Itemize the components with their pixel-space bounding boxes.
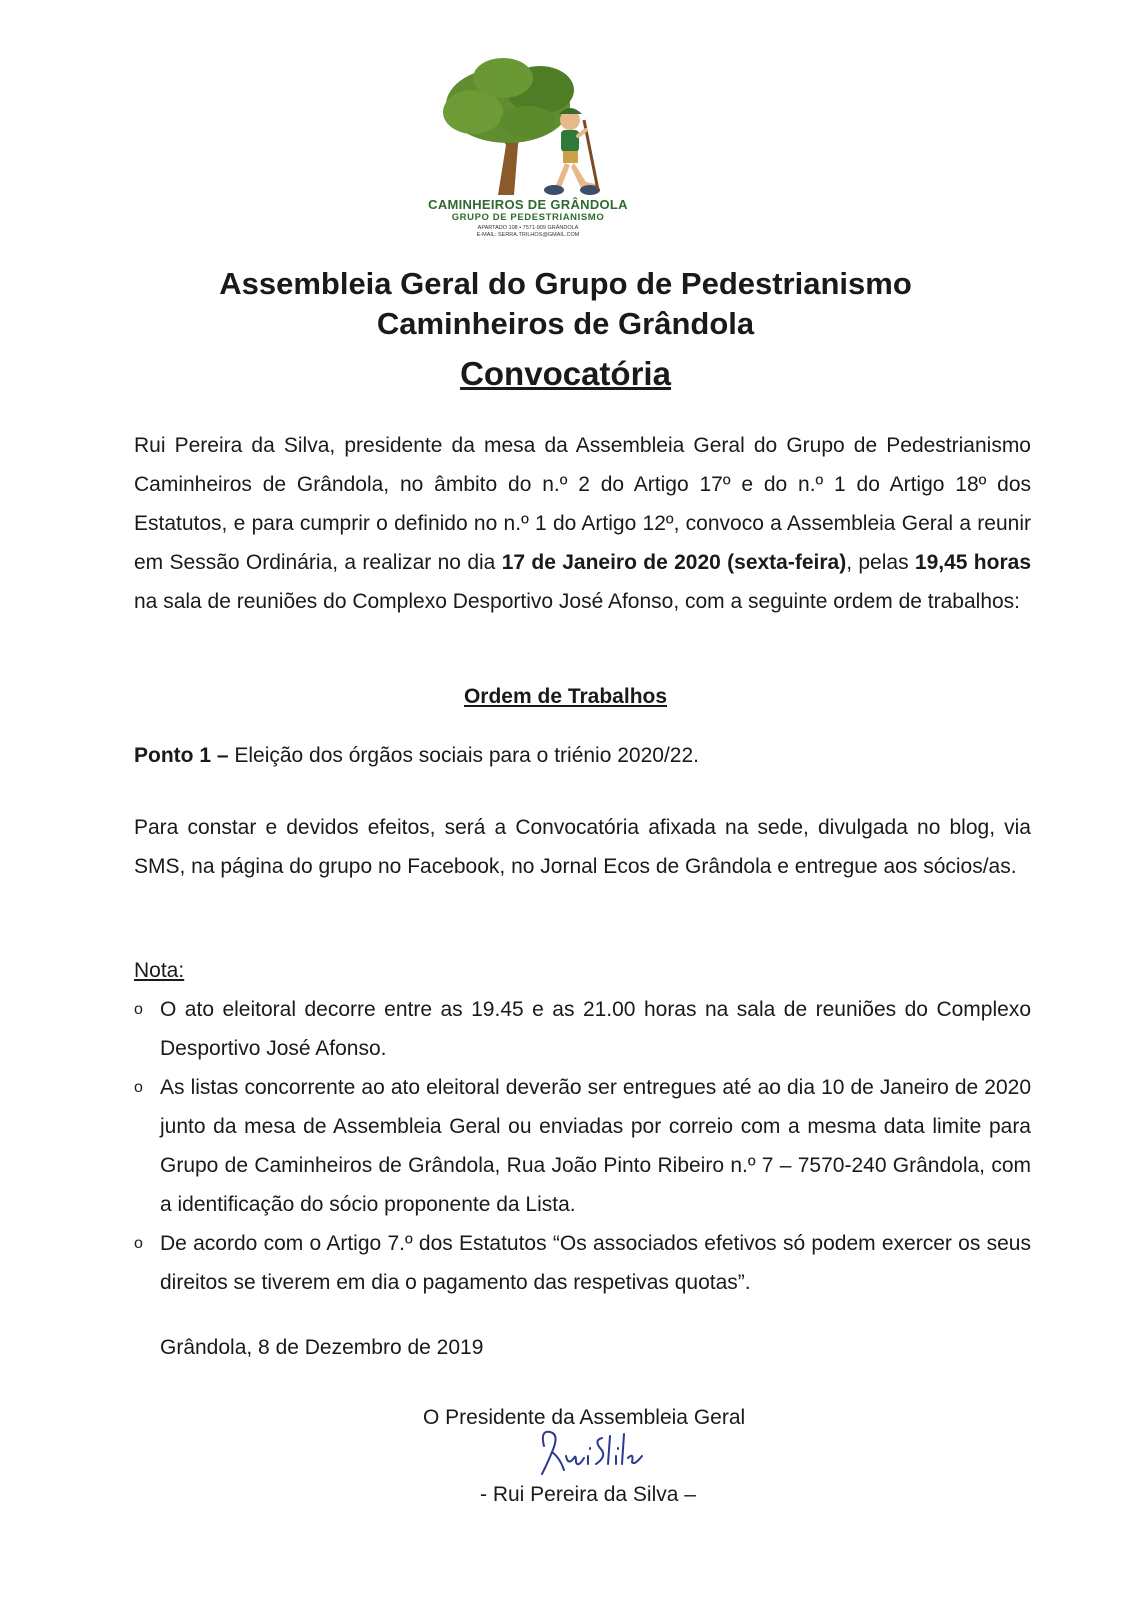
- notes-heading: Nota:: [134, 959, 185, 982]
- intro-text-a: Rui Pereira da Silva, presidente da mesa da Assembleia Geral do Grupo de Pedestrianismo Caminheiros de Grândola, no âmbito do n.º 2 do Artigo 17º e do n.º 1 do Artigo 18º dos Estatutos, e para cumprir o definido no n.º 1 do Artigo 12º, convoco a Assembleia Geral a reunir em Sessão Ordinária, a realizar no dia: [134, 434, 1031, 574]
- note-text: De acordo com o Artigo 7.º dos Estatutos “Os associados efetivos só podem exercer os seus direitos se tiverem em dia o pagamento das respetivas quotas”.: [160, 1232, 1031, 1294]
- document-subtitle: Convocatória: [460, 355, 671, 392]
- intro-text-c: na sala de reuniões do Complexo Desportivo José Afonso, com a seguinte ordem de trabalhos:: [134, 590, 1021, 613]
- logo: [428, 50, 628, 240]
- list-item: [134, 990, 1031, 1068]
- page-title-line2: Caminheiros de Grândola: [376, 306, 755, 341]
- list-item: [134, 1068, 1031, 1224]
- handwritten-signature: [530, 1418, 650, 1488]
- logo-name: CAMINHEIROS DE GRÂNDOLA: [428, 197, 628, 212]
- note-text: O ato eleitoral decorre entre as 19.45 e as 21.00 horas na sala de reuniões do Complexo Desportivo José Afonso.: [160, 998, 1031, 1060]
- logo-subtitle: GRUPO DE PEDESTRIANISMO: [451, 212, 605, 223]
- meeting-date: 17 de Janeiro de 2020 (sexta-feira): [501, 551, 847, 574]
- note-text: As listas concorrente ao ato eleitoral deverão ser entregues até ao dia 10 de Janeiro de 2020 junto da mesa de Assembleia Geral ou enviadas por correio com a mesma data limite para Grupo de Caminheiros de Grândola, Rua João Pinto Ribeiro n.º 7 – 7570-240 Grândola, com a identificação do sócio proponente da Lista.: [160, 1076, 1031, 1216]
- tree-hiker-logo-icon: [428, 50, 628, 200]
- agenda-point-label: Ponto 1 –: [134, 744, 229, 767]
- logo-email: E-MAIL: SERRA.TRILHOS@GMAIL.COM: [476, 232, 580, 238]
- agenda-point-text: Eleição dos órgãos sociais para o triénio 2020/22.: [228, 744, 699, 767]
- publicity-paragraph: Para constar e devidos efeitos, será a Convocatória afixada na sede, divulgada no blog, via SMS, na página do grupo no Facebook, no Jornal Ecos de Grândola e entregue aos sócios/as.: [134, 816, 1031, 878]
- signatory-role: O Presidente da Assembleia Geral: [423, 1406, 746, 1429]
- bullet-icon: o: [134, 1001, 143, 1018]
- meeting-time: 19,45 horas: [914, 551, 1031, 574]
- signatory-name: - Rui Pereira da Silva –: [480, 1483, 696, 1506]
- intro-paragraph: [134, 426, 1031, 621]
- list-item: [134, 1224, 1031, 1302]
- agenda-point: [134, 741, 699, 771]
- intro-text-b: , pelas: [846, 551, 915, 574]
- closing-date: Grândola, 8 de Dezembro de 2019: [160, 1336, 484, 1359]
- bullet-icon: o: [134, 1235, 143, 1252]
- agenda-heading: Ordem de Trabalhos: [463, 685, 668, 708]
- page-title-line1: Assembleia Geral do Grupo de Pedestrianismo: [219, 266, 912, 301]
- bullet-icon: o: [134, 1079, 143, 1096]
- notes-list: [134, 990, 1031, 1302]
- logo-address: APARTADO 108 • 7571-909 GRÂNDOLA: [477, 225, 579, 231]
